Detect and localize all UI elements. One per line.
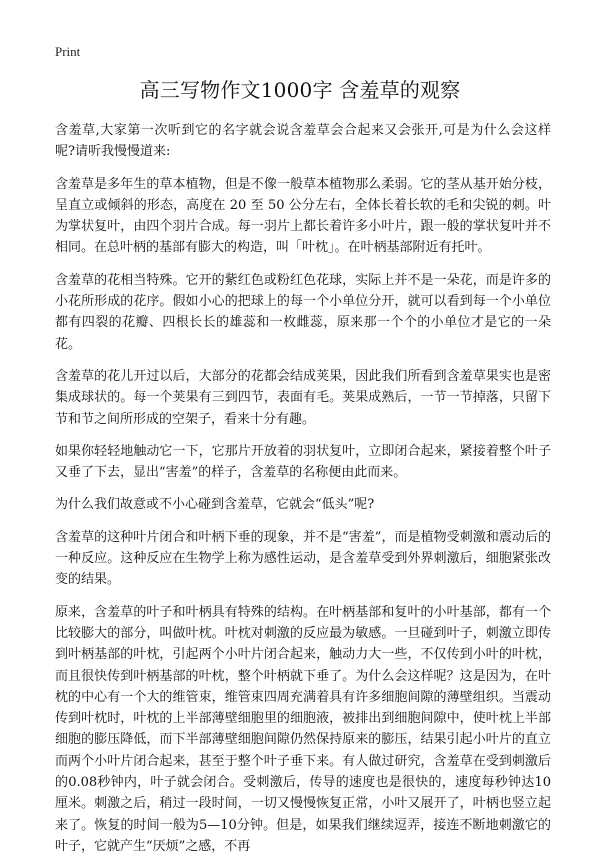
paragraph-flowers: 含羞草的花相当特殊。它开的紫红色或粉红色花球，实际上并不是一朵花，而是许多的小花所形成的花序。假如小心的把球上的每一个小单位分开，就可以看到每一个小单位都有四裂的花瓣、四根长长的雄蕊和一枚雌蕊，原来那一个个的小单位才是它的一朵花。: [55, 272, 551, 352]
paragraph-touch-reaction: 如果你轻轻地触动它一下，它那片开放着的羽状复叶，立即闭合起来，紧接着整个叶子又垂了下去，显出“害羞”的样子，含羞草的名称便由此而来。: [55, 443, 551, 481]
paragraph-plant-description: 含羞草是多年生的草本植物，但是不像一般草本植物那么柔弱。它的茎从基开始分枝，呈直立或倾斜的形态，高度在 20 至 50 公分左右，全体长着长软的毛和尖锐的刺。叶为掌状复叶，由四个羽片合成。每一羽片上都长着许多小叶片，跟一般的掌状复叶并不相同。在总叶柄的基部有膨大的构造，叫「叶枕」。在叶柄基部附近有托叶。: [55, 176, 551, 256]
paragraph-explanation: 含羞草的这种叶片闭合和叶柄下垂的现象，并不是“害羞”，而是植物受刺激和震动后的一种反应。这种反应在生物学上称为感性运动，是含羞草受到外界刺激后，细胞紧张改变的结果。: [55, 529, 551, 588]
print-link[interactable]: Print: [55, 44, 81, 59]
paragraph-question: 为什么我们故意或不小心碰到含羞草，它就会“低头”呢?: [55, 497, 375, 513]
page-title: 高三写物作文1000字 含羞草的观察: [139, 78, 461, 102]
paragraph-mechanism: 原来，含羞草的叶子和叶柄具有特殊的结构。在叶柄基部和复叶的小叶基部，都有一个比较膨大的部分，叫做叶枕。叶枕对刺激的反应最为敏感。一旦碰到叶子，刺激立即传到叶柄基部的叶枕，引起两个小叶片闭合起来，触动力大一些，不仅传到小叶的叶枕，而且很快传到叶柄基部的叶枕，整个叶柄就下垂了。为什么会这样呢？这是因为，在叶枕的中心有一个大的维管束，维管束四周充满着具有许多细胞间隙的薄壁组织。当震动传到叶枕时，叶枕的上半部薄壁细胞里的细胞液，被排出到细胞间隙中，使叶枕上半部细胞的膨压降低，而下半部薄壁细胞间隙仍然保持原来的膨压，结果引起小叶片的直立而两个小叶片闭合起来，甚至于整个叶子垂下来。有人做过研究，含羞草在受到刺激后的0.08秒钟内，叶子就会闭合。受刺激后，传导的速度也是很快的，速度每秒钟达10厘米。刺激之后，稍过一段时间，一切又慢慢恢复正常，小叶又展开了，叶柄也竖立起来了。恢复的时间一般为5—10分钟。但是，如果我们继续逗弄，接连不断地刺激它的叶子，它就产生“厌烦”之感，不再: [55, 604, 551, 854]
article-body: [55, 120, 551, 857]
paragraph-intro: 含羞草,大家第一次听到它的名字就会说含羞草会合起来又会张开,可是为什么会这样呢?请听我慢慢道来:: [55, 123, 551, 160]
paragraph-fruit: 含羞草的花儿开过以后，大部分的花都会结成荚果，因此我们所看到含羞草果实也是密集成球状的。每一个荚果有三到四节，表面有毛。荚果成熟后，一节一节掉落，只留下节和节之间所形成的空架子，看来十分有趣。: [55, 368, 551, 427]
